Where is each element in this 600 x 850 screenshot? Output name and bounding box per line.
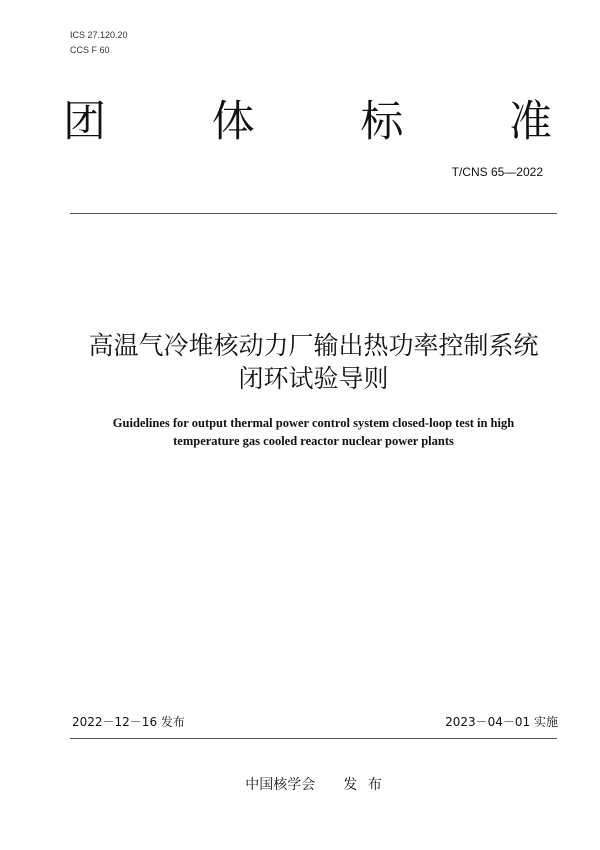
ics-code: ICS 27.120.20 [70,30,128,40]
bottom-divider [70,738,557,739]
ccs-code: CCS F 60 [70,45,110,55]
implementation-date: 2023－04－01 实施 [445,715,558,729]
english-title-line-2: temperature gas cooled reactor nuclear power plants [173,434,454,448]
standard-type-char-2: 体 [211,97,255,147]
standard-type-heading [63,99,552,145]
standard-number: T/CNS 65—2022 [451,165,543,179]
chinese-title [70,329,557,395]
standard-type-char-4: 准 [508,97,552,147]
chinese-title-line-2: 闭环试验导则 [238,364,389,393]
issuer-line [70,777,557,793]
issue-date: 2022－12－16 发布 [72,715,185,729]
standard-type-char-1: 团 [63,97,106,147]
chinese-title-line-1: 高温气冷堆核动力厂输出热功率控制系统 [88,331,539,360]
standard-type-char-3: 标 [360,97,404,147]
top-divider [70,213,557,214]
english-title-line-1: Guidelines for output thermal power control system closed-loop test in high [112,416,515,430]
issuer-action: 发 布 [343,777,382,793]
issuer-name: 中国核学会 [245,777,316,793]
english-title [70,414,557,450]
